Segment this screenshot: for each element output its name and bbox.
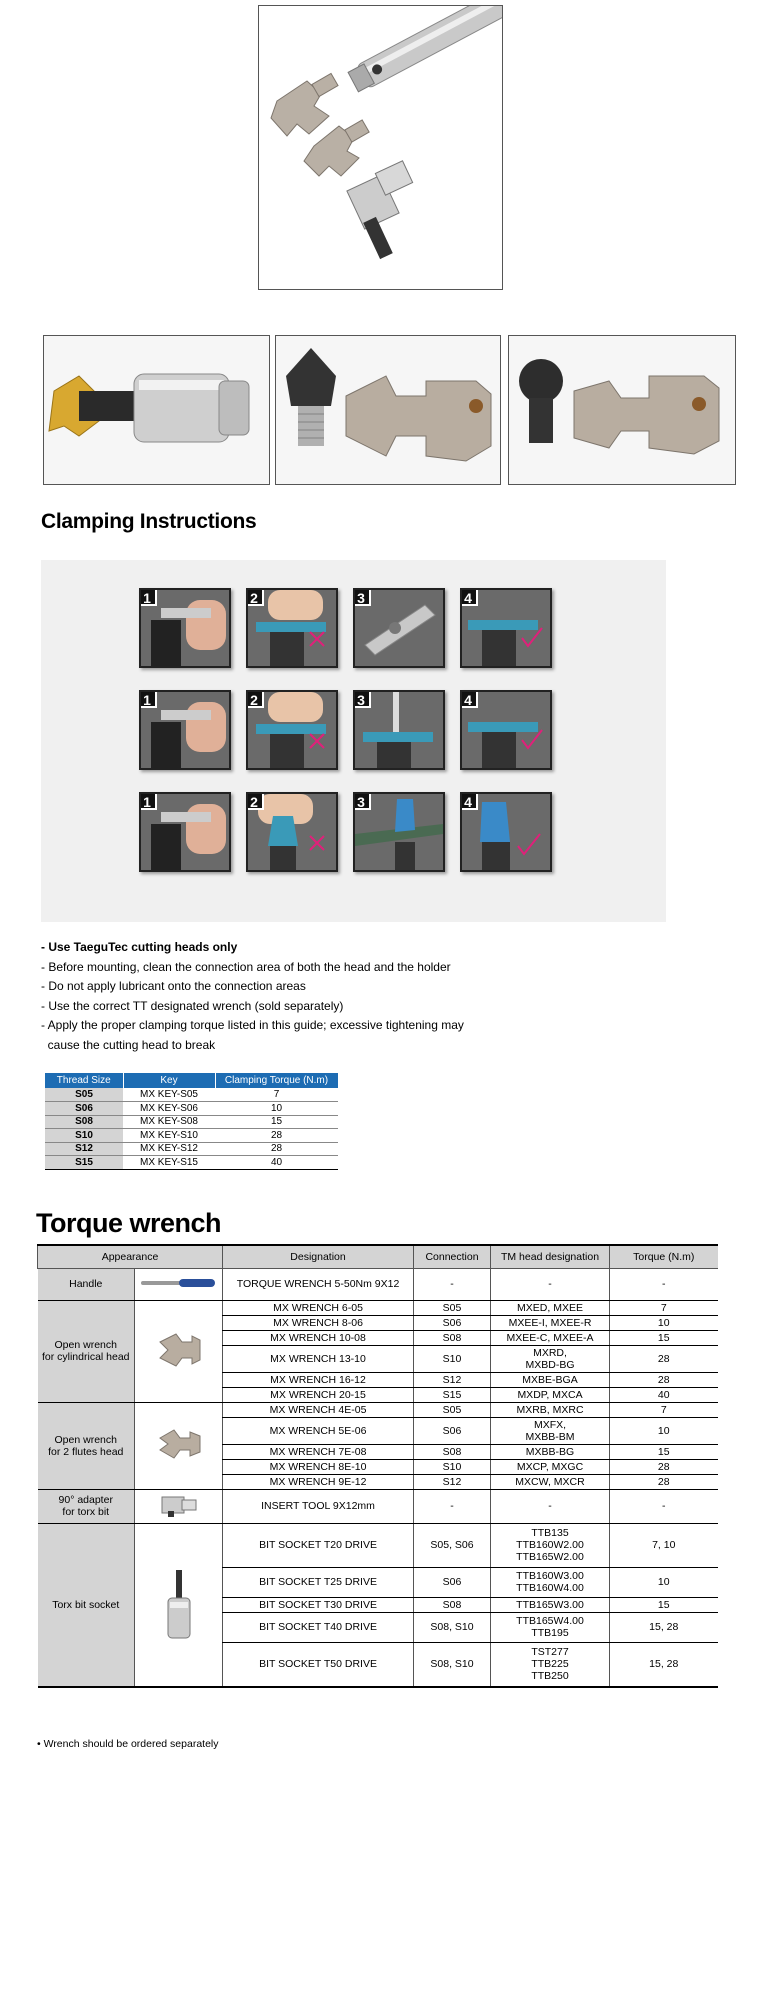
torque-cell: 15	[610, 1330, 718, 1345]
torque-cell: 15, 28	[610, 1642, 718, 1687]
designation-cell: BIT SOCKET T40 DRIVE	[223, 1612, 414, 1642]
connection-cell: S10	[414, 1459, 491, 1474]
step-number: 4	[460, 588, 478, 606]
tm-head-cell: MXCW, MXCR	[491, 1474, 610, 1489]
designation-cell: MX WRENCH 5E-06	[223, 1417, 414, 1444]
tm-head-cell: MXDP, MXCA	[491, 1387, 610, 1402]
wrench-order-note: • Wrench should be ordered separately	[37, 1738, 219, 1750]
connection-cell: S06	[414, 1417, 491, 1444]
designation-cell: TORQUE WRENCH 5-50Nm 9X12	[223, 1268, 414, 1300]
designation-cell: MX WRENCH 20-15	[223, 1387, 414, 1402]
table-row	[45, 1115, 338, 1129]
connection-cell: S08	[414, 1444, 491, 1459]
torque-cell: -	[610, 1268, 718, 1300]
instruction-item: - Before mounting, clean the connection area of both the head and the holder	[41, 959, 451, 974]
clamp-step-3-4	[460, 792, 552, 872]
connection-cell: S15	[414, 1387, 491, 1402]
instruction-item: - Use TaeguTec cutting heads only	[41, 940, 238, 954]
designation-cell: MX WRENCH 7E-08	[223, 1444, 414, 1459]
instruction-item: - Do not apply lubricant onto the connection areas	[41, 979, 306, 993]
designation-cell: MX WRENCH 10-08	[223, 1330, 414, 1345]
connection-cell: S06	[414, 1567, 491, 1597]
torque-cell: 7	[610, 1300, 718, 1315]
header-thread-size: Thread Size	[45, 1073, 123, 1088]
thread-size-cell: S05	[45, 1088, 123, 1102]
clamp-step-2-3	[353, 690, 445, 770]
torque-cell: 40	[610, 1387, 718, 1402]
tm-head-cell: MXEE-I, MXEE-R	[491, 1315, 610, 1330]
clamp-step-3-1	[139, 792, 231, 872]
connection-cell: S12	[414, 1372, 491, 1387]
step-number: 1	[139, 690, 157, 708]
header-tm-head: TM head designation	[491, 1245, 610, 1268]
clamp-step-3-2	[246, 792, 338, 872]
thread-size-cell: S06	[45, 1102, 123, 1116]
connection-cell: -	[414, 1489, 491, 1523]
clamping-steps-panel	[41, 560, 666, 922]
tm-head-cell: TTB165W4.00 TTB195	[491, 1612, 610, 1642]
header-torque: Torque (N.m)	[610, 1245, 718, 1268]
torque-cell: 15	[215, 1115, 338, 1129]
key-cell: MX KEY-S06	[123, 1102, 215, 1116]
torque-cell: 15	[610, 1444, 718, 1459]
step-number: 2	[246, 690, 264, 708]
designation-cell: BIT SOCKET T20 DRIVE	[223, 1523, 414, 1567]
designation-cell: BIT SOCKET T25 DRIVE	[223, 1567, 414, 1597]
designation-cell: MX WRENCH 4E-05	[223, 1402, 414, 1417]
photo-cutting-head-and-wrench	[275, 335, 501, 485]
clamp-step-2-4	[460, 690, 552, 770]
group-adapter: 90° adapter for torx bit	[38, 1489, 135, 1523]
torque-cell: 10	[610, 1315, 718, 1330]
step-number: 1	[139, 792, 157, 810]
designation-cell: MX WRENCH 6-05	[223, 1300, 414, 1315]
connection-cell: S05	[414, 1402, 491, 1417]
connection-cell: S08	[414, 1597, 491, 1612]
step-number: 2	[246, 792, 264, 810]
tm-head-cell: MXBE-BGA	[491, 1372, 610, 1387]
torque-cell: 15, 28	[610, 1612, 718, 1642]
thread-size-cell: S12	[45, 1142, 123, 1156]
table-row	[45, 1102, 338, 1116]
torque-cell: 28	[610, 1372, 718, 1387]
torque-cell: 7, 10	[610, 1523, 718, 1567]
group-torx-socket: Torx bit socket	[38, 1523, 135, 1687]
torque-cell: 28	[215, 1129, 338, 1143]
photo-torx-socket-with-head	[43, 335, 270, 485]
designation-cell: MX WRENCH 8E-10	[223, 1459, 414, 1474]
table-row	[38, 1523, 718, 1567]
torque-cell: 10	[215, 1102, 338, 1116]
key-cell: MX KEY-S08	[123, 1115, 215, 1129]
designation-cell: BIT SOCKET T50 DRIVE	[223, 1642, 414, 1687]
torque-cell: 40	[215, 1156, 338, 1170]
hero-product-image	[258, 5, 503, 290]
torque-cell: 15	[610, 1597, 718, 1612]
torque-cell: 28	[610, 1459, 718, 1474]
clamp-step-1-2	[246, 588, 338, 668]
torx-socket-image	[135, 1523, 223, 1687]
tm-head-cell: -	[491, 1489, 610, 1523]
connection-cell: S12	[414, 1474, 491, 1489]
tm-head-cell: MXFX, MXBB-BM	[491, 1417, 610, 1444]
clamp-step-1-3	[353, 588, 445, 668]
key-cell: MX KEY-S15	[123, 1156, 215, 1170]
instruction-item: cause the cutting head to break	[41, 1037, 216, 1052]
torque-cell: 28	[215, 1142, 338, 1156]
connection-cell: S08	[414, 1330, 491, 1345]
connection-cell: -	[414, 1268, 491, 1300]
step-number: 4	[460, 690, 478, 708]
photo-small-head-and-wrench	[508, 335, 736, 485]
tm-head-cell: TTB135 TTB160W2.00 TTB165W2.00	[491, 1523, 610, 1567]
group-handle: Handle	[38, 1268, 135, 1300]
torque-cell: 7	[215, 1088, 338, 1102]
clamp-step-3-3	[353, 792, 445, 872]
torque-wrench-table	[37, 1244, 718, 1688]
table-row	[38, 1300, 718, 1315]
torque-cell: 7	[610, 1402, 718, 1417]
tm-head-cell: MXBB-BG	[491, 1444, 610, 1459]
tm-head-cell: MXRB, MXRC	[491, 1402, 610, 1417]
group-open-cylindrical: Open wrench for cylindrical head	[38, 1300, 135, 1402]
step-number: 2	[246, 588, 264, 606]
tm-head-cell: MXRD, MXBD-BG	[491, 1345, 610, 1372]
key-cell: MX KEY-S12	[123, 1142, 215, 1156]
clamping-instructions-list	[41, 938, 464, 1055]
step-number: 3	[353, 690, 371, 708]
connection-cell: S08, S10	[414, 1612, 491, 1642]
tm-head-cell: MXEE-C, MXEE-A	[491, 1330, 610, 1345]
connection-cell: S08, S10	[414, 1642, 491, 1687]
header-appearance: Appearance	[38, 1245, 223, 1268]
thread-size-cell: S10	[45, 1129, 123, 1143]
table-row	[45, 1156, 338, 1170]
clamp-step-2-2	[246, 690, 338, 770]
torque-cell: 28	[610, 1345, 718, 1372]
key-cell: MX KEY-S10	[123, 1129, 215, 1143]
tm-head-cell: MXCP, MXGC	[491, 1459, 610, 1474]
table-row	[45, 1088, 338, 1102]
designation-cell: BIT SOCKET T30 DRIVE	[223, 1597, 414, 1612]
header-designation: Designation	[223, 1245, 414, 1268]
thread-size-cell: S08	[45, 1115, 123, 1129]
header-key: Key	[123, 1073, 215, 1088]
designation-cell: INSERT TOOL 9X12mm	[223, 1489, 414, 1523]
open-wrench-2f-image	[135, 1402, 223, 1489]
step-number: 3	[353, 588, 371, 606]
tm-head-cell: -	[491, 1268, 610, 1300]
step-number: 3	[353, 792, 371, 810]
connection-cell: S06	[414, 1315, 491, 1330]
table-row	[38, 1268, 718, 1300]
torque-cell: 10	[610, 1417, 718, 1444]
step-number: 1	[139, 588, 157, 606]
connection-cell: S10	[414, 1345, 491, 1372]
designation-cell: MX WRENCH 8-06	[223, 1315, 414, 1330]
designation-cell: MX WRENCH 16-12	[223, 1372, 414, 1387]
open-wrench-cyl-image	[135, 1300, 223, 1402]
tm-head-cell: TST277 TTB225 TTB250	[491, 1642, 610, 1687]
tm-head-cell: MXED, MXEE	[491, 1300, 610, 1315]
instruction-item: - Apply the proper clamping torque listed in this guide; excessive tightening may	[41, 1018, 464, 1032]
clamping-torque-table	[45, 1073, 339, 1170]
designation-cell: MX WRENCH 13-10	[223, 1345, 414, 1372]
torque-cell: 28	[610, 1474, 718, 1489]
clamp-step-1-1	[139, 588, 231, 668]
adapter-image	[135, 1489, 223, 1523]
tm-head-cell: TTB160W3.00 TTB160W4.00	[491, 1567, 610, 1597]
table-row	[45, 1129, 338, 1143]
table-row	[45, 1142, 338, 1156]
torque-wrench-heading: Torque wrench	[36, 1208, 222, 1238]
clamp-step-1-4	[460, 588, 552, 668]
torque-cell: 10	[610, 1567, 718, 1597]
designation-cell: MX WRENCH 9E-12	[223, 1474, 414, 1489]
torque-cell: -	[610, 1489, 718, 1523]
header-clamping-torque: Clamping Torque (N.m)	[215, 1073, 338, 1088]
clamp-step-2-1	[139, 690, 231, 770]
thread-size-cell: S15	[45, 1156, 123, 1170]
connection-cell: S05	[414, 1300, 491, 1315]
clamping-instructions-heading: Clamping Instructions	[41, 510, 257, 533]
tm-head-cell: TTB165W3.00	[491, 1597, 610, 1612]
key-cell: MX KEY-S05	[123, 1088, 215, 1102]
connection-cell: S05, S06	[414, 1523, 491, 1567]
group-open-2-flutes: Open wrench for 2 flutes head	[38, 1402, 135, 1489]
table-row	[38, 1402, 718, 1417]
table-row	[38, 1489, 718, 1523]
header-connection: Connection	[414, 1245, 491, 1268]
instruction-item: - Use the correct TT designated wrench (sold separately)	[41, 998, 344, 1013]
handle-image	[135, 1268, 223, 1300]
step-number: 4	[460, 792, 478, 810]
